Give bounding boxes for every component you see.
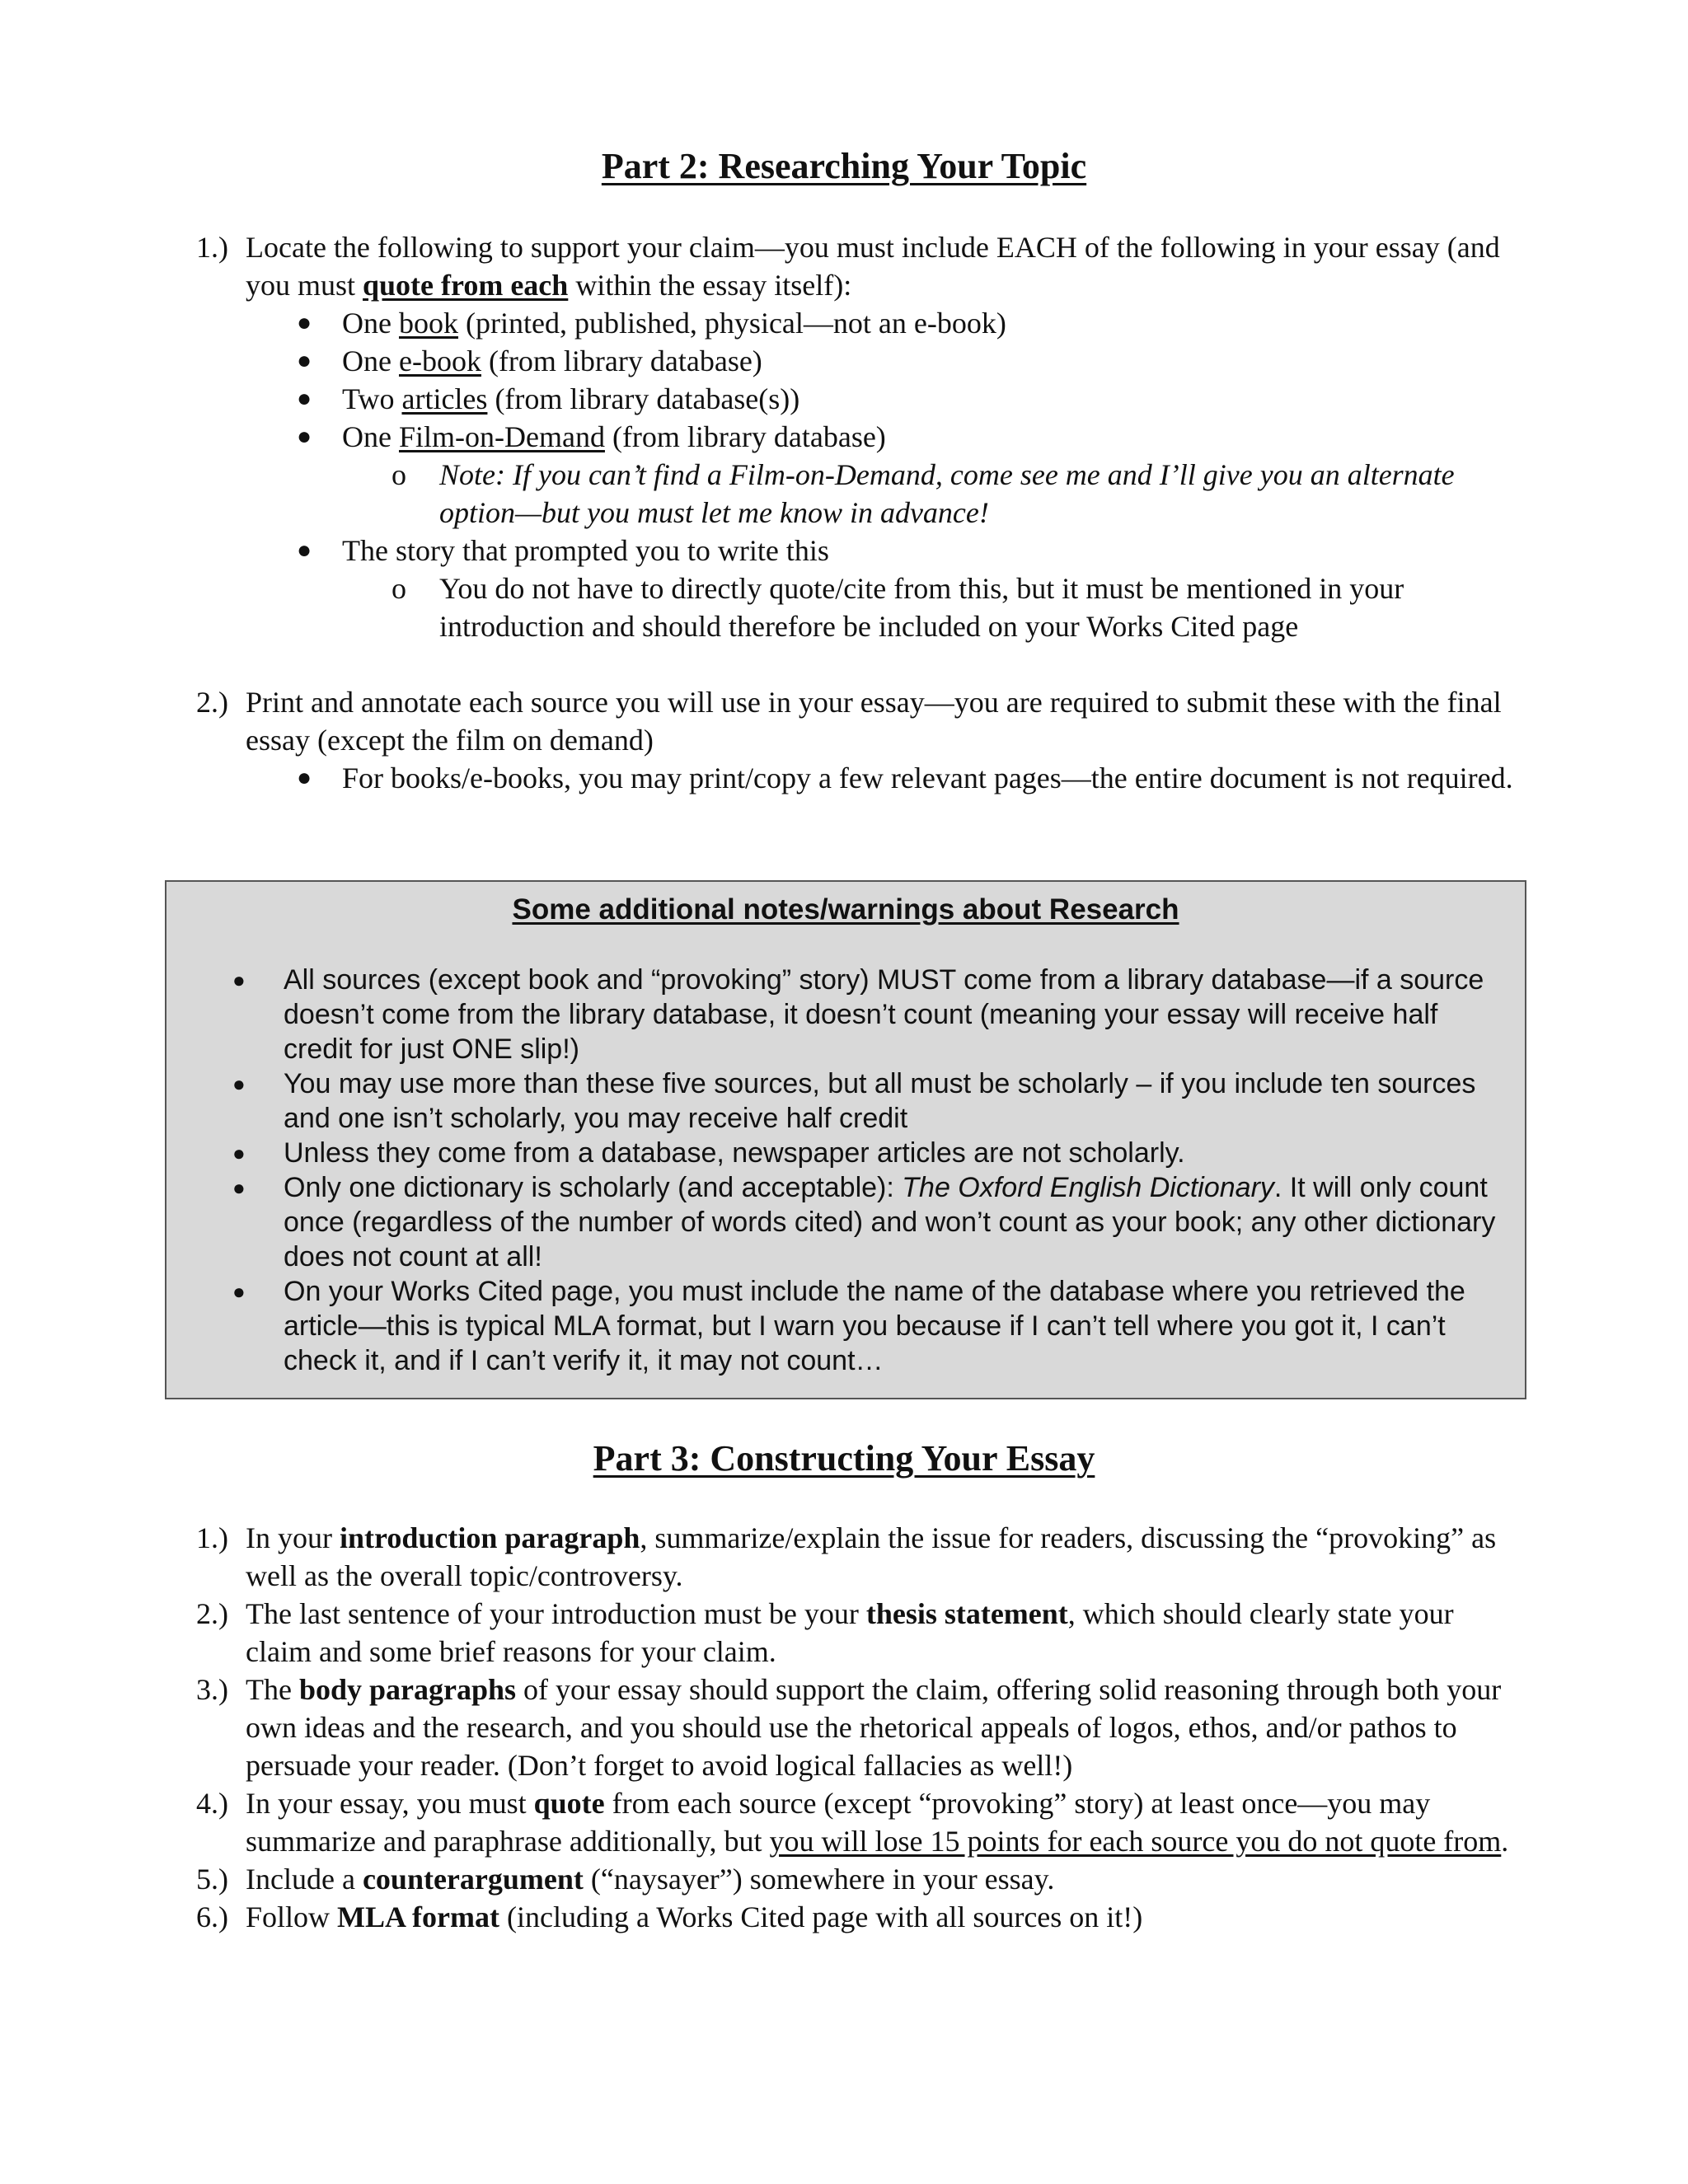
part2-list <box>0 228 1688 797</box>
sub-bullet-icon: o <box>392 458 406 491</box>
source-articles: ● Two articles (from library database(s)) <box>0 380 1688 418</box>
notes-list <box>166 963 1525 1378</box>
research-notes-box <box>165 880 1526 1399</box>
part2-heading: Part 2: Researching Your Topic <box>601 146 1087 186</box>
note-item: ● All sources (except book and “provoking” story) MUST come from a library database—if a source doesn’t come from the library database, it doesn’t count (meaning your essay will receive half credit for just ONE slip!) <box>232 964 1484 1065</box>
part2-item-2: 2.) Print and annotate each source you will use in your essay—you are required to submit these with the final essay (except the film on demand) <box>0 683 1688 759</box>
part3-item-2: 2.) The last sentence of your introduction must be your thesis statement, which should clearly state your claim and some brief reasons for your claim. <box>0 1595 1688 1671</box>
item-number: 2.) <box>196 686 228 719</box>
part3-item-1: 1.) In your introduction paragraph, summarize/explain the issue for readers, discussing the “provoking” as well as the overall topic/controversy. <box>0 1519 1688 1595</box>
bullet-icon: ● <box>297 537 312 564</box>
note-item: ● You may use more than these five sources, but all must be scholarly – if you include ten sources and one isn’t scholarly, you may receive half credit <box>232 1068 1476 1134</box>
part3-item-5: 5.) Include a counterargument (“naysayer”) somewhere in your essay. <box>0 1860 1688 1898</box>
bullet-icon: ● <box>297 385 312 412</box>
source-ebook: ● One e-book (from library database) <box>0 342 1688 380</box>
item-number: 2.) <box>196 1597 228 1630</box>
bullet-icon: ● <box>232 968 246 992</box>
item-number: 3.) <box>196 1673 228 1706</box>
bullet-icon: ● <box>232 1141 246 1165</box>
note-item-dictionary: ● Only one dictionary is scholarly (and acceptable): The Oxford English Dictionary. It will only count once (regardless of the number of words cited) and won’t count as your book; any other dictionary does not count at all! <box>232 1172 1496 1272</box>
item-number: 6.) <box>196 1900 228 1933</box>
item-number: 4.) <box>196 1787 228 1820</box>
part3-item-6: 6.) Follow MLA format (including a Works Cited page with all sources on it!) <box>0 1898 1688 1936</box>
note-item-works-cited: ● On your Works Cited page, you must include the name of the database where you retrieved the article—this is typical MLA format, but I warn you because if I can’t tell where you got it, I can’t check it, and if I can’t verify it, it may not count… <box>232 1276 1465 1376</box>
story-note: o You do not have to directly quote/cite from this, but it must be mentioned in your introduction and should therefore be included on your Works Cited page <box>0 569 1688 645</box>
note-item: ● Unless they come from a database, newspaper articles are not scholarly. <box>232 1137 1185 1169</box>
bullet-icon: ● <box>297 309 312 336</box>
film-note: o Note: If you can’t find a Film-on-Demand, come see me and I’ll give you an alternate option—but you must let me know in advance! <box>0 456 1688 532</box>
print-note: ● For books/e-books, you may print/copy a few relevant pages—the entire document is not required. <box>0 759 1688 797</box>
bullet-icon: ● <box>232 1071 246 1096</box>
part2-item-1: 1.) Locate the following to support your claim—you must include EACH of the following in your essay (and you must quote from each within the essay itself): <box>0 228 1688 304</box>
bullet-icon: ● <box>297 423 312 450</box>
notes-title: Some additional notes/warnings about Research <box>512 893 1179 926</box>
bullet-icon: ● <box>232 1279 246 1304</box>
source-book: ● One book (printed, published, physical—not an e-book) <box>0 304 1688 342</box>
quote-from-each: quote from each <box>363 269 569 302</box>
part3-heading: Part 3: Constructing Your Essay <box>593 1438 1095 1479</box>
bullet-icon: ● <box>297 347 312 374</box>
item-number: 1.) <box>196 231 228 264</box>
item-number: 1.) <box>196 1521 228 1554</box>
bullet-icon: ● <box>297 764 312 791</box>
part3-list <box>0 1519 1688 1936</box>
source-story: ● The story that prompted you to write this <box>0 532 1688 569</box>
part3-item-3: 3.) The body paragraphs of your essay should support the claim, offering solid reasoning through both your own ideas and the research, and you should use the rhetorical appeals of logos, ethos, and/or pathos to persuade your reader. (Don’t forget to avoid logical fallacies as well!) <box>0 1671 1688 1784</box>
bullet-icon: ● <box>232 1175 246 1200</box>
source-film: ● One Film-on-Demand (from library database) <box>0 418 1688 456</box>
sub-bullet-icon: o <box>392 572 406 605</box>
item-number: 5.) <box>196 1863 228 1896</box>
part3-item-4: 4.) In your essay, you must quote from each source (except “provoking” story) at least once—you may summarize and paraphrase additionally, but you will lose 15 points for each source you do not quote from. <box>0 1784 1688 1860</box>
